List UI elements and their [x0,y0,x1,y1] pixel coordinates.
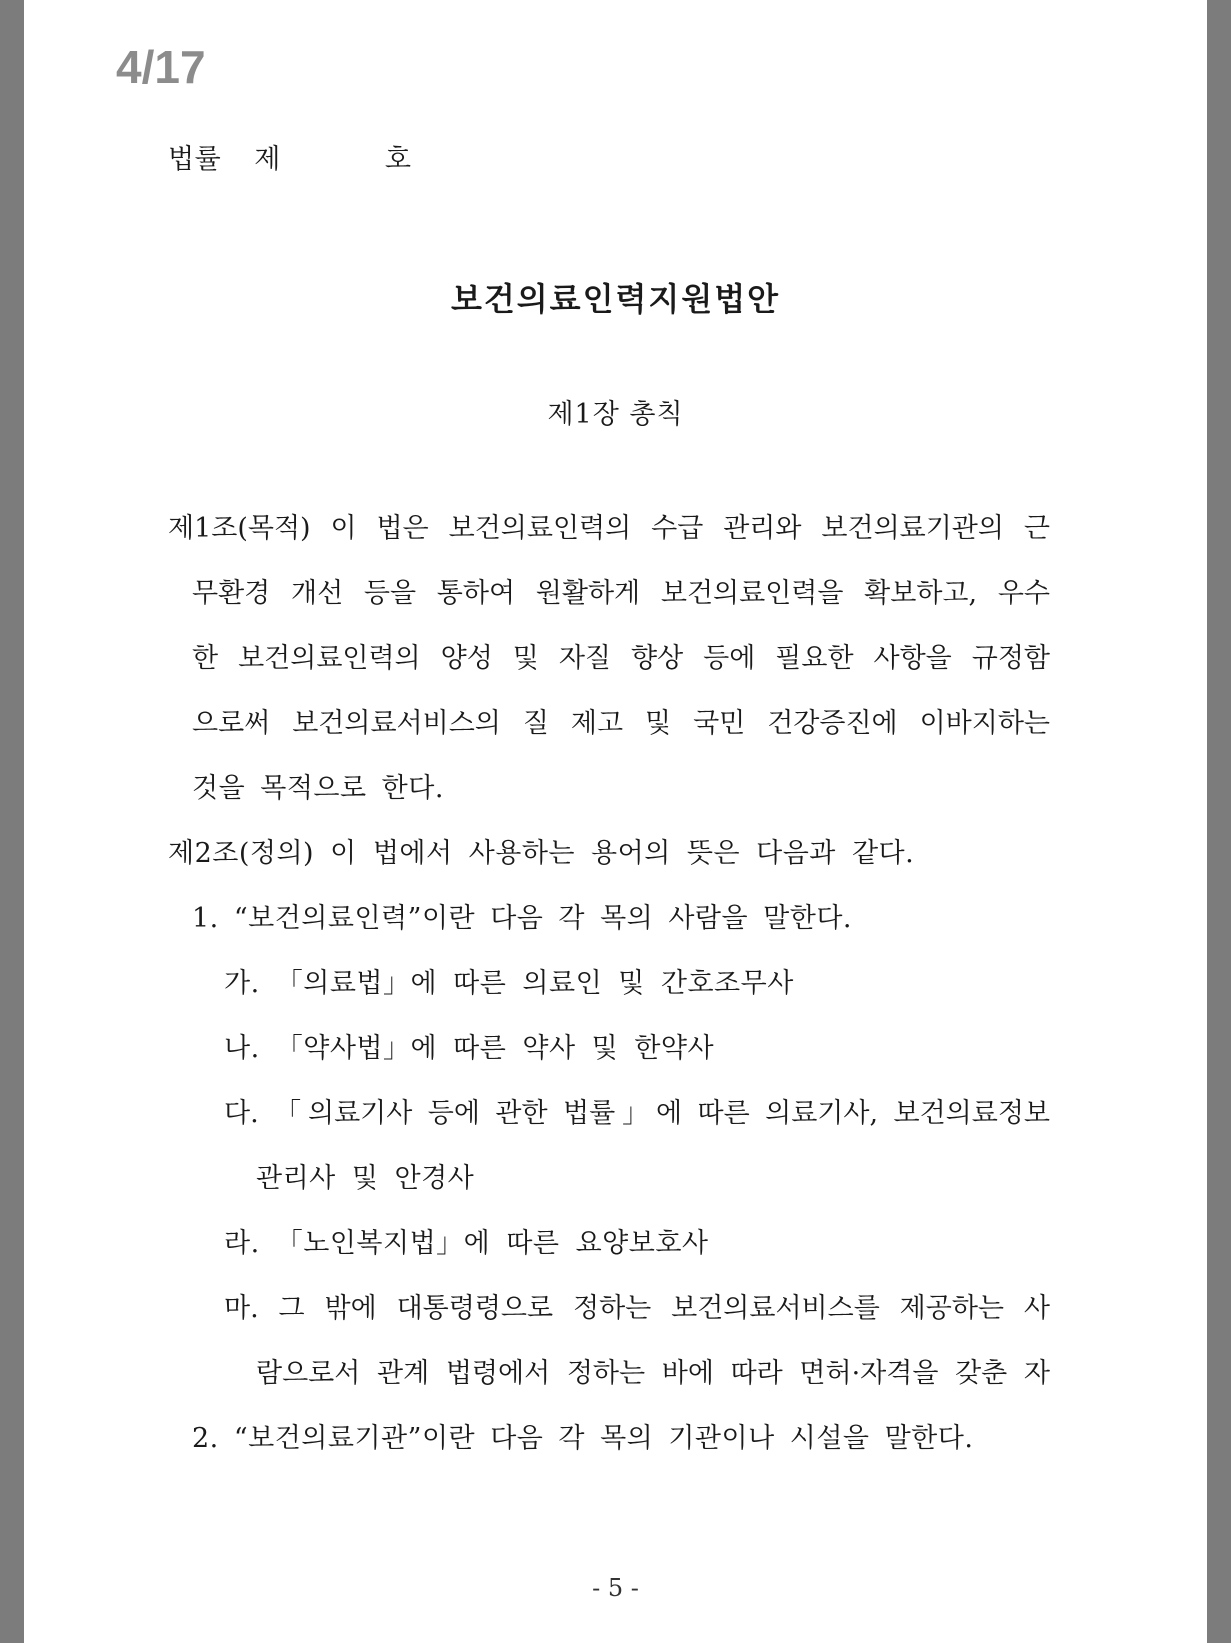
sub-item-ma: 마. 그 밖에 대통령령으로 정하는 보건의료서비스를 제공하는 사 [224,1293,1050,1324]
article-1-line: 제1조(목적) 이 법은 보건의료인력의 수급 관리와 보건의료기관의 근 [168,513,1050,544]
page-number: - 5 - [592,1574,639,1602]
bill-title: 보건의료인력지원법안 [450,280,781,318]
sub-item-ma-continued: 람으로서 관계 법령에서 정하는 바에 따라 면허·자격을 갖춘 자 [256,1358,1050,1389]
article-1-line: 한 보건의료인력의 양성 및 자질 향상 등에 필요한 사항을 규정함 [192,643,1050,674]
sub-item-da-continued: 관리사 및 안경사 [256,1163,475,1194]
article-1-line: 무환경 개선 등을 통하여 원활하게 보건의료인력을 확보하고, 우수 [192,578,1050,609]
definition-item-1: 1. “보건의료인력”이란 다음 각 목의 사람을 말한다. [192,903,853,934]
document-page [24,0,1207,1643]
sub-item-na: 나. 「약사법」에 따른 약사 및 한약사 [224,1033,715,1064]
definition-item-2: 2. “보건의료기관”이란 다음 각 목의 기관이나 시설을 말한다. [192,1423,974,1454]
article-2-heading: 제2조(정의) 이 법에서 사용하는 용어의 뜻은 다음과 같다. [168,838,915,869]
page-counter: 4/17 [116,41,206,93]
sub-item-da: 다. 「의료기사 등에 관한 법률」에 따른 의료기사, 보건의료정보 [224,1098,1050,1129]
law-number-prefix: 법률 제 [168,144,281,175]
law-number-suffix: 호 [384,144,412,175]
article-1-line: 으로써 보건의료서비스의 질 제고 및 국민 건강증진에 이바지하는 [192,708,1050,739]
sub-item-ga: 가. 「의료법」에 따른 의료인 및 간호조무사 [224,968,794,999]
sub-item-ra: 라. 「노인복지법」에 따른 요양보호사 [224,1228,709,1259]
chapter-heading: 제1장 총칙 [547,399,684,430]
article-1-line: 것을 목적으로 한다. [192,773,444,804]
law-number [168,143,411,177]
